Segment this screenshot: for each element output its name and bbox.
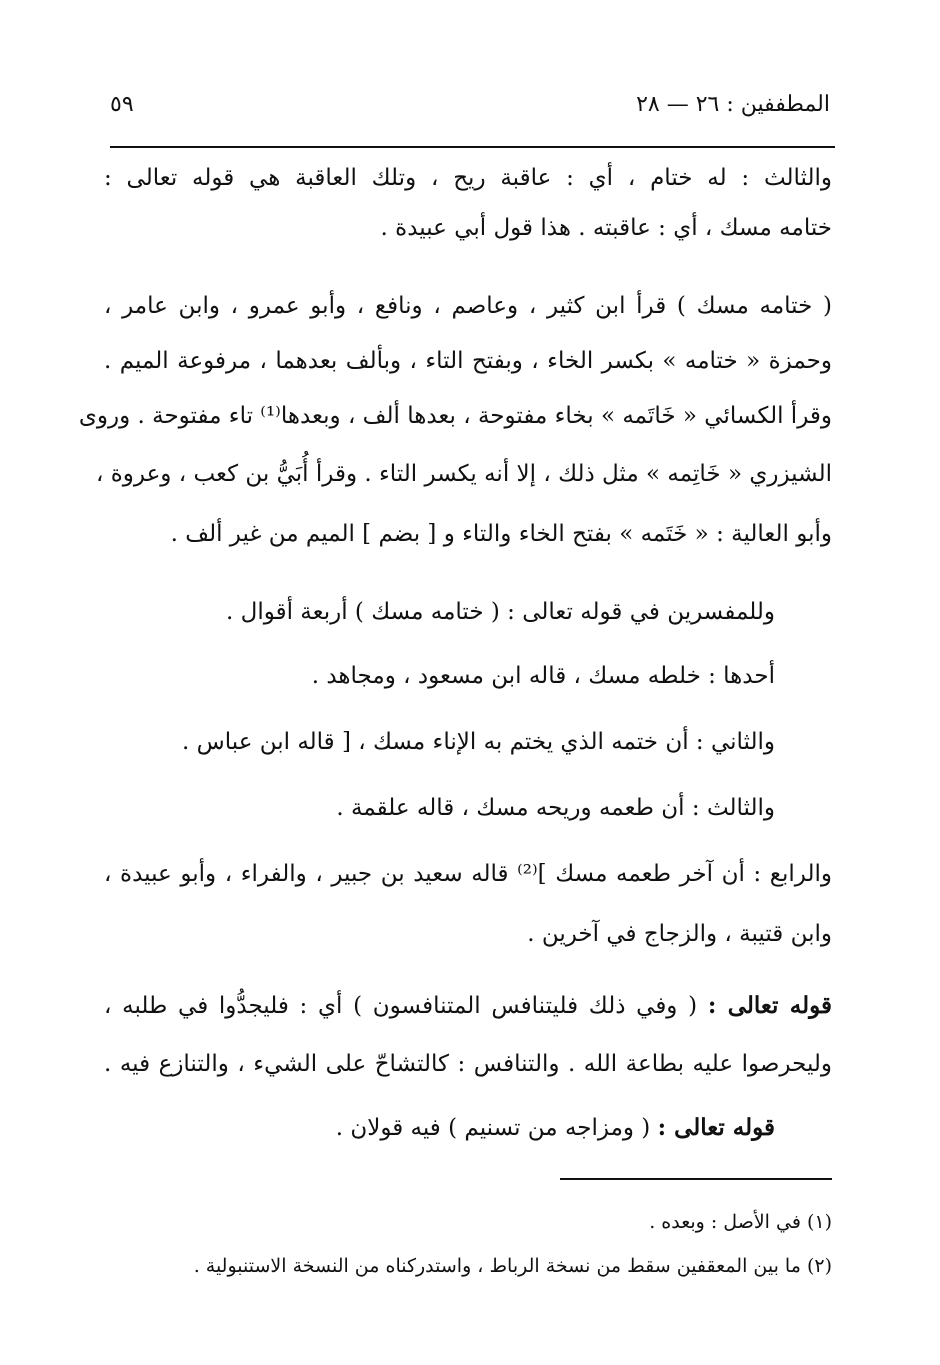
text-line: والثالث : له ختام ، أي : عاقبة ريح ، وتلك العاقبة هي قوله تعالى :: [104, 165, 832, 191]
text-line: [336, 1112, 775, 1144]
footnote-rule: [560, 1178, 832, 1180]
text-line: وللمفسرين في قوله تعالى : ( ختامه مسك ) أربعة أقوال .: [225, 599, 775, 625]
text-line: ( ختامه مسك ) قرأ ابن كثير ، وعاصم ، ونافع ، وأبو عمرو ، وابن عامر ،: [104, 293, 832, 319]
text-line: والرابع : أن آخر طعمه مسك ]⁽²⁾ قاله سعيد بن جبير ، والفراء ، وأبو عبيدة ،: [104, 861, 833, 887]
text-span: ( ومزاجه من تسنيم ) فيه قولان .: [335, 1115, 651, 1141]
page-number: ٥٩: [110, 92, 134, 117]
text-line: وليحرصوا عليه بطاعة الله . والتنافس : كالتشاحّ على الشيء ، والتنازع فيه .: [104, 1051, 832, 1077]
header-rule: [110, 146, 835, 148]
verse-label: قوله تعالى :: [707, 992, 832, 1019]
text-line: أحدها : خلطه مسك ، قاله ابن مسعود ، ومجاهد .: [311, 663, 775, 689]
text-line: ختامه مسك ، أي : عاقبته . هذا قول أبي عبيدة .: [380, 215, 832, 241]
text-span: ( وفي ذلك فليتنافس المتنافسون ) أي : فليجدُّوا في طلبه ،: [104, 993, 698, 1019]
footnote-1: (١) في الأصل : وبعده .: [649, 1211, 832, 1233]
text-line: وابن قتيبة ، والزجاج في آخرين .: [527, 921, 832, 947]
text-line: وحمزة « ختامه » بكسر الخاء ، وبفتح التاء ، وبألف بعدهما ، مرفوعة الميم .: [104, 348, 832, 374]
footnote-2: (٢) ما بين المعقفين سقط من نسخة الرباط ، واستدركناه من النسخة الاستنبولية .: [193, 1255, 832, 1277]
text-line: وقرأ الكسائي « خَاتَمه » بخاء مفتوحة ، بعدها ألف ، وبعدها⁽¹⁾ تاء مفتوحة . وروى: [78, 403, 832, 429]
text-line: وأبو العالية : « خَتَمه » بفتح الخاء والتاء و [ بضم ] الميم من غير ألف .: [170, 521, 832, 547]
text-line: والثاني : أن ختمه الذي يختم به الإناء مسك ، [ قاله ابن عباس .: [182, 729, 775, 755]
running-title: المطففين : ٢٦ — ٢٨: [636, 92, 830, 117]
page-header: [110, 92, 830, 132]
verse-label: قوله تعالى :: [657, 1114, 775, 1141]
text-line: [104, 990, 832, 1022]
text-line: والثالث : أن طعمه وريحه مسك ، قاله علقمة .: [336, 795, 775, 821]
text-line: الشيزري « خَاتِمه » مثل ذلك ، إلا أنه يكسر التاء . وقرأ أُبَيُّ بن كعب ، وعروة ،: [95, 461, 832, 487]
